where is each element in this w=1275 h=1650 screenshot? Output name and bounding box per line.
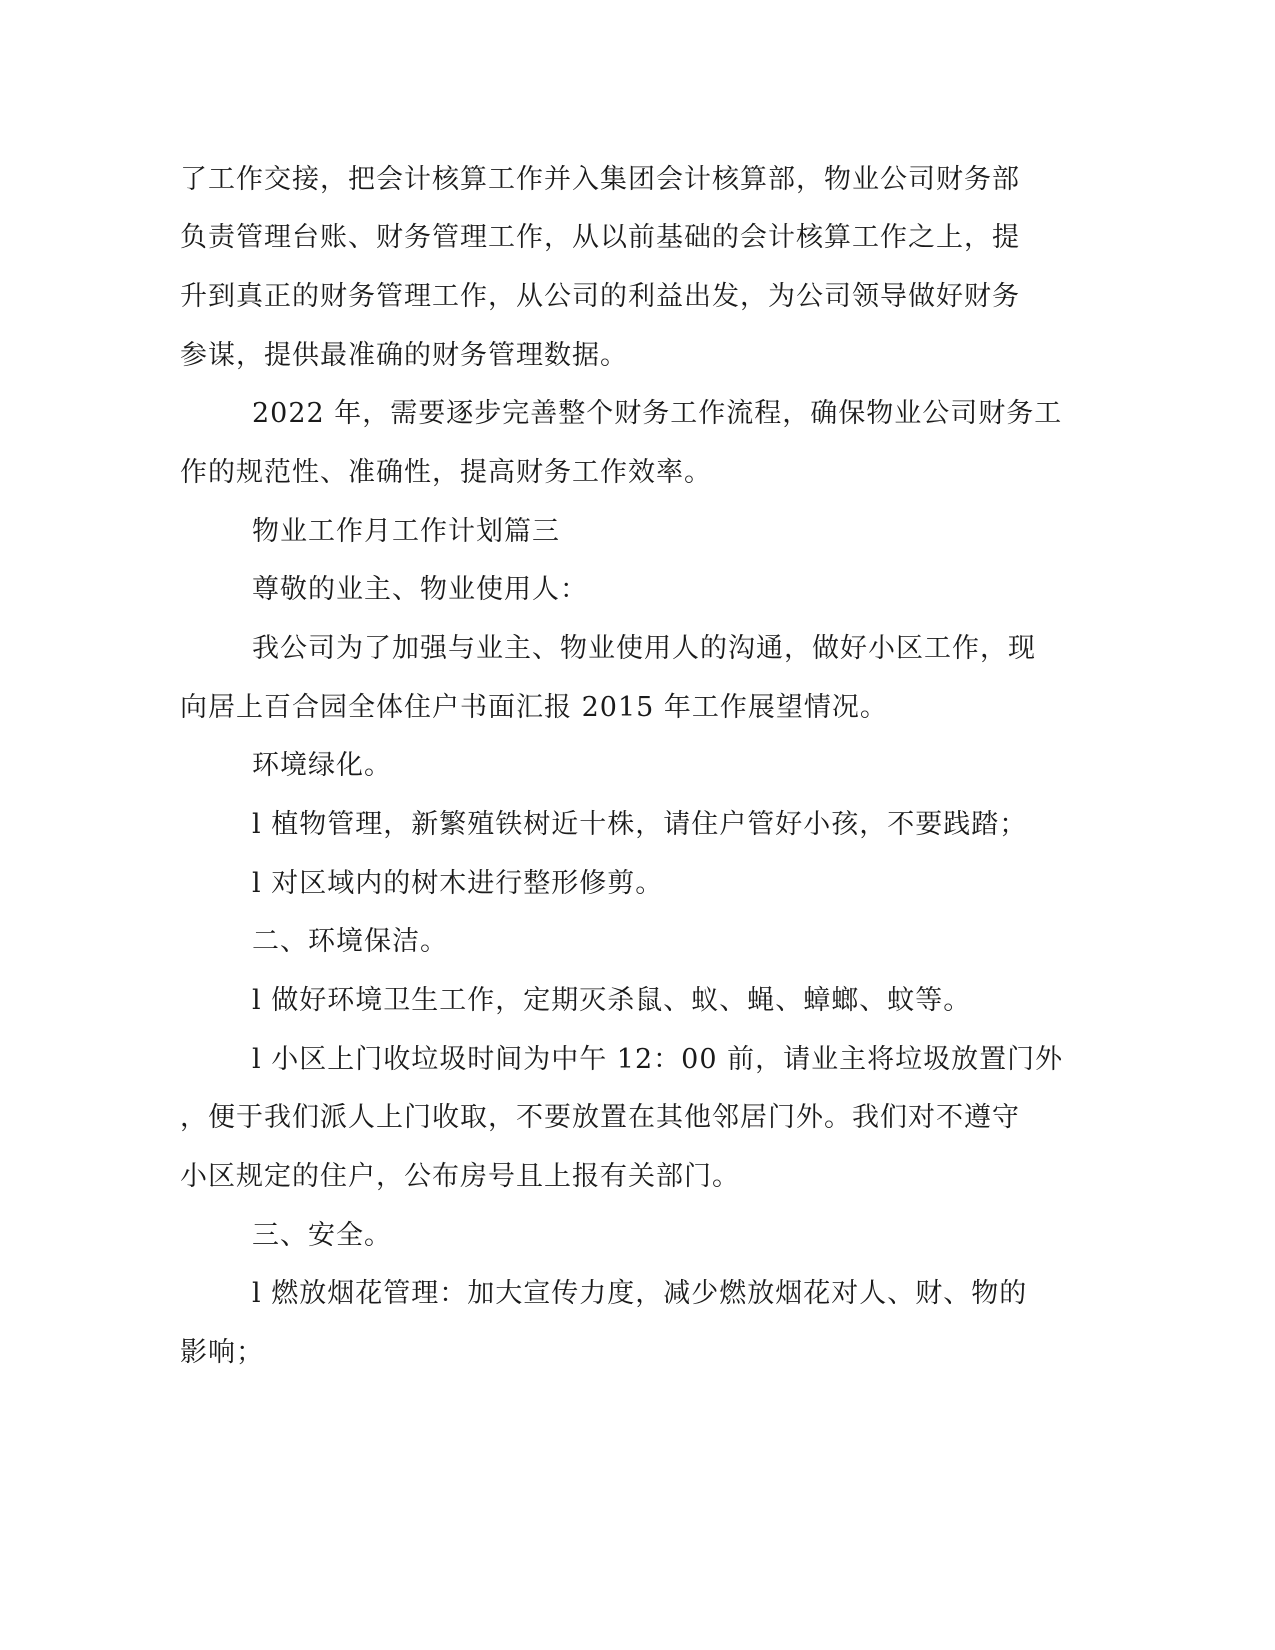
text-line: 参谋，提供最准确的财务管理数据。 bbox=[180, 340, 628, 371]
subheading: 三、安全。 bbox=[252, 1220, 392, 1251]
list-item: l 对区域内的树木进行整形修剪。 bbox=[252, 868, 664, 899]
text-line: ，便于我们派人上门收取，不要放置在其他邻居门外。我们对不遵守 bbox=[180, 1102, 1020, 1133]
list-item: l 燃放烟花管理：加大宣传力度，减少燃放烟花对人、财、物的 bbox=[252, 1278, 1028, 1309]
salutation: 尊敬的业主、物业使用人： bbox=[252, 574, 588, 605]
subheading: 二、环境保洁。 bbox=[252, 926, 448, 957]
text-line: 影响； bbox=[180, 1337, 264, 1368]
text-line: 向居上百合园全体住户书面汇报 2015 年工作展望情况。 bbox=[180, 692, 888, 723]
text-line: 我公司为了加强与业主、物业使用人的沟通，做好小区工作，现 bbox=[252, 633, 1036, 664]
section-heading: 物业工作月工作计划篇三 bbox=[252, 516, 560, 547]
text-line: 升到真正的财务管理工作，从公司的利益出发，为公司领导做好财务 bbox=[180, 281, 1020, 312]
text-line: 2022 年，需要逐步完善整个财务工作流程，确保物业公司财务工 bbox=[252, 398, 1063, 429]
list-item: l 做好环境卫生工作，定期灭杀鼠、蚁、蝇、蟑螂、蚊等。 bbox=[252, 985, 972, 1016]
text-line: 负责管理台账、财务管理工作，从以前基础的会计核算工作之上，提 bbox=[180, 222, 1020, 253]
text-line: 作的规范性、准确性，提高财务工作效率。 bbox=[180, 457, 712, 488]
list-item: l 植物管理，新繁殖铁树近十株，请住户管好小孩，不要践踏； bbox=[252, 809, 1028, 840]
list-item: l 小区上门收垃圾时间为中午 12：00 前，请业主将垃圾放置门外 bbox=[252, 1044, 1064, 1075]
text-line: 了工作交接，把会计核算工作并入集团会计核算部，物业公司财务部 bbox=[180, 164, 1020, 195]
subheading: 环境绿化。 bbox=[252, 750, 392, 781]
text-line: 小区规定的住户，公布房号且上报有关部门。 bbox=[180, 1161, 740, 1192]
